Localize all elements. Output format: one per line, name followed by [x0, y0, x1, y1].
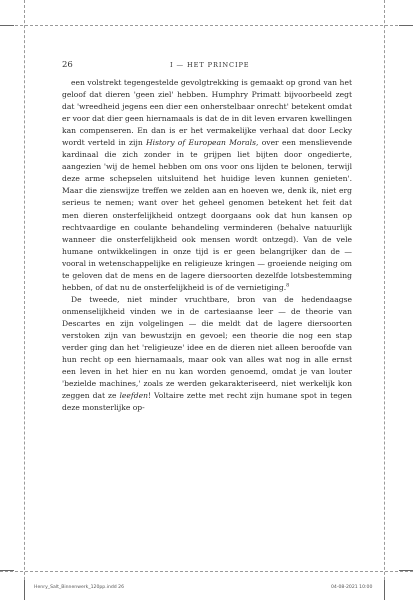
running-head: I — HET PRINCIPE [170, 61, 250, 69]
body-text [62, 77, 352, 414]
text-run: , over een menslievende kardinaal die zich zonder in te grijpen liet bijten door ongedierte, aangezien 'wij de hemel hebben om ons voor ons lijden te belonen, terwijl deze arme schepselen uitsluitend het huidige leven kunnen genieten'. Maar die zienswijze treffen we zelden aan en hoeven we, denk ik, niet erg serieus te nemen; want over het geheel genomen betekent het feit dat men dieren onsterfelijkheid ontzegt doorgaans ook dat hun kansen op rechtvaardige en coulante behandeling verminderen (behalve natuurlijk wanneer die onsterfelijkheid ook mensen wordt ontzegd). Van de vele humane ontwikkelingen in onze tijd is er geen belangrijker dan de — vooral in wetenschappelijke en religieuze kringen — groeiende neiging om te geloven dat de mens en de lagere diersoorten dezelfde lotsbestemming hebben, of dat nu de onsterfelijkheid is of de vernietiging. [62, 138, 353, 292]
bleed-guide-top [0, 25, 413, 26]
crop-mark [399, 570, 413, 571]
book-title: History of European Morals [146, 138, 256, 148]
bleed-guide-left [24, 0, 25, 600]
text-run: ! Voltaire zette met recht zijn humane spot in tegen deze monsterlijke op- [62, 391, 352, 413]
page-number: 26 [62, 60, 73, 70]
paragraph [62, 294, 352, 414]
slug-file-info: Henry_Salt_Binnenwerk_120pp.indd 26 [34, 585, 125, 590]
crop-mark [399, 25, 413, 26]
bleed-guide-right [384, 0, 385, 600]
slug-date: 04-08-2021 10:00 [331, 585, 373, 590]
emphasis: leefden [119, 391, 148, 401]
crop-mark [384, 580, 385, 600]
crop-mark [0, 570, 14, 571]
bleed-guide-bottom [0, 571, 413, 572]
crop-mark [24, 580, 25, 600]
footnote-marker: 8 [286, 282, 290, 289]
text-run: een volstrekt tegengestelde gevolgtrekking is gemaakt op grond van het geloof dat dieren 'geen ziel' hebben. Humphry Primatt bijvoorbeeld zegt dat 'wreedheid jegens een dier een onherstelbaar onrecht' betekent omdat er voor dat dier geen hiernamaals is dat de in dit leven ervaren kwellingen kan compenseren. En dan is er het vermakelijke verhaal dat door Lecky wordt verteld in zijn [62, 78, 352, 148]
crop-mark [0, 25, 14, 26]
paragraph [62, 77, 352, 294]
text-run: De tweede, niet minder vruchtbare, bron van de hedendaagse onmenselijkheid vinden we in de cartesiaanse leer — de theorie van Descartes en zijn volgelingen — die meldt dat de lagere diersoorten verstoken zijn van bewustzijn en gevoel; een theorie die nog een stap verder ging dan het 'religieuze' idee en de dieren niet alleen beroofde van hun recht op een hiernamaals, maar ook van alles wat nog in alle ernst een leven in het hier en nu kan worden genoemd, omdat je van louter 'bezielde machines,' zoals ze werden gekarakteriseerd, niet werkelijk kon zeggen dat ze [62, 294, 352, 401]
